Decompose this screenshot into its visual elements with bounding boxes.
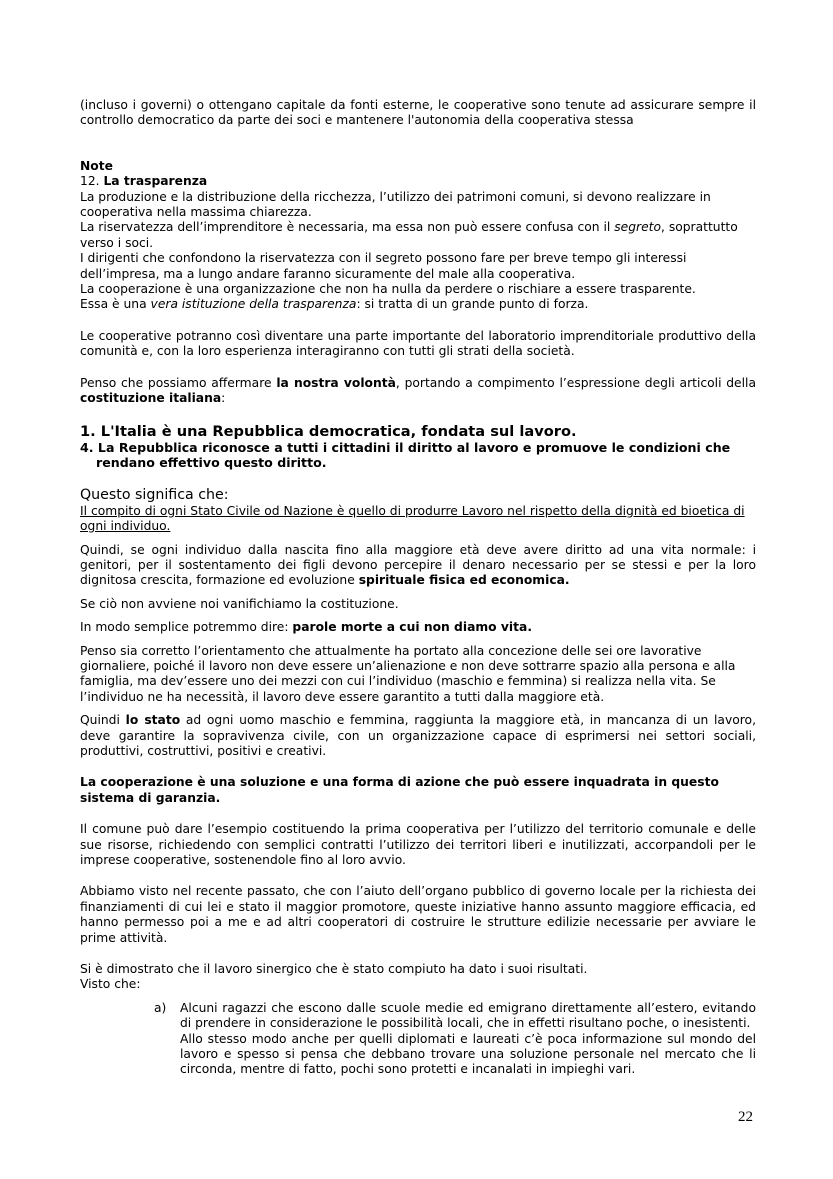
abbiamo-paragraph: Abbiamo visto nel recente passato, che con l’aiuto dell’organo pubblico di governo locale per la richiesta dei finanziamenti di cui lei e stato il maggior promotore, queste iniziative hanno assunto maggiore efficacia, ed hanno permesso poi a me e ad altri cooperatori di costruire le strutture edilizie necessarie per avviare le prime attività. (80, 884, 756, 945)
list-item (154, 1001, 756, 1078)
note-line-2: La riservatezza dell’imprenditore è necessaria, ma essa non può essere confusa con il segreto, soprattutto verso i soci. (80, 220, 738, 250)
modo-paragraph: In modo semplice potremmo dire: parole morte a cui non diamo vita. (80, 620, 532, 635)
note-line-3: I dirigenti che confondono la riservatezza con il segreto possono fare per breve tempo gli interessi dell’impresa, ma a lungo andare faranno sicuramente del male alla cooperativa. (80, 251, 687, 281)
note-line-5: Essa è una vera istituzione della trasparenza: si tratta di un grande punto di forza. (80, 297, 589, 312)
note-title: 12. La trasparenza (80, 174, 208, 189)
questo-significa: Questo significa che: (80, 486, 229, 503)
penso-orientamento-paragraph: Penso sia corretto l’orientamento che attualmente ha portato alla concezione delle sei ore lavorative giornaliere, poiché il lavoro non deve essere un’alienazione e non deve sottrarre spazio alla persona e alla famiglia, ma dev’essere uno dei mezzi con cui l’individuo (maschio e femmina) si realizza nella vita. Se l’individuo ne ha necessità, il lavoro deve essere garantito a tutti dalla maggiore età. (80, 643, 736, 704)
visto-che: Visto che: (80, 977, 141, 992)
article-4-cont: rendano effettivo questo diritto. (96, 455, 327, 471)
list-marker: a) (154, 1000, 167, 1015)
list-item-p1: Alcuni ragazzi che escono dalle scuole medie ed emigrano direttamente all’estero, evitando di prendere in considerazione le possibilità locali, che in effetti risultano poche, o inesistenti. (180, 1000, 756, 1031)
page-number: 22 (738, 1109, 753, 1125)
note-heading: Note (80, 158, 113, 173)
note-section (80, 159, 756, 313)
stato-paragraph: Quindi lo stato ad ogni uomo maschio e femmina, raggiunta la maggiore età, in mancanza di un lavoro, deve garantire la sopravivenza civile, con un organizzazione capace di esprimersi nei settori sociali, produttivi, costruttivi, positivi e creativi. (80, 713, 756, 758)
seci-paragraph: Se ciò non avviene noi vanifichiamo la costituzione. (80, 596, 399, 611)
article-1: 1. L'Italia è una Repubblica democratica, fondata sul lavoro. (80, 422, 577, 440)
cooperazione-soluzione: La cooperazione è una soluzione e una forma di azione che può essere inquadrata in questo sistema di garanzia. (80, 775, 719, 805)
cooperative-paragraph: Le cooperative potranno così diventare una parte importante del laboratorio imprenditoriale produttivo della comunità e, con la loro esperienza interagiranno con tutti gli strati della società. (80, 328, 756, 359)
article-4: 4. La Repubblica riconosce a tutti i cittadini il diritto al lavoro e promuove le condizioni che (80, 439, 731, 455)
intro-paragraph: (incluso i governi) o ottengano capitale da fonti esterne, le cooperative sono tenute ad assicurare sempre il controllo democratico da parte dei soci e mantenere l'autonomia della cooperativa stessa (80, 98, 756, 128)
list-item-p2: Allo stesso modo anche per quelli diplomati e laureati c’è poca informazione sul mondo del lavoro e spesso si pensa che debbano trovare una soluzione personale nel mercato che li circonda, mentre di fatto, pochi sono protetti e incanalati in impieghi vari. (180, 1031, 756, 1077)
document-page (80, 98, 756, 1078)
compito-statement: Il compito di ogni Stato Civile od Nazione è quello di produrre Lavoro nel rispetto della dignità ed bioetica di ogni individuo. (80, 503, 745, 534)
quindi-paragraph: Quindi, se ogni individuo dalla nascita fino alla maggiore età deve avere diritto ad una vita normale: i genitori, per il sostentamento dei figli devono percepire il denaro necessario per se stessi e per la loro dignitosa crescita, formazione ed evoluzione spirituale fisica ed economica. (80, 542, 756, 588)
note-line-1: La produzione e la distribuzione della ricchezza, l’utilizzo dei patrimoni comuni, si devono realizzare in cooperativa nella massima chiarezza. (80, 189, 711, 220)
note-line-4: La cooperazione è una organizzazione che non ha nulla da perdere o rischiare a essere trasparente. (80, 282, 696, 297)
dimostrato-paragraph: Si è dimostrato che il lavoro sinergico che è stato compiuto ha dato i suoi risultati. (80, 962, 588, 977)
comune-paragraph: Il comune può dare l’esempio costituendo la prima cooperativa per l’utilizzo del territorio comunale e delle sue risorse, richiedendo con semplici contratti l’utilizzo dei territori liberi e inutilizzati, accorpandoli per le imprese cooperative, sostenendole fino al loro avvio. (80, 822, 756, 867)
penso-paragraph: Penso che possiamo affermare la nostra volontà, portando a compimento l’espressione degli articoli della costituzione italiana: (80, 375, 756, 406)
